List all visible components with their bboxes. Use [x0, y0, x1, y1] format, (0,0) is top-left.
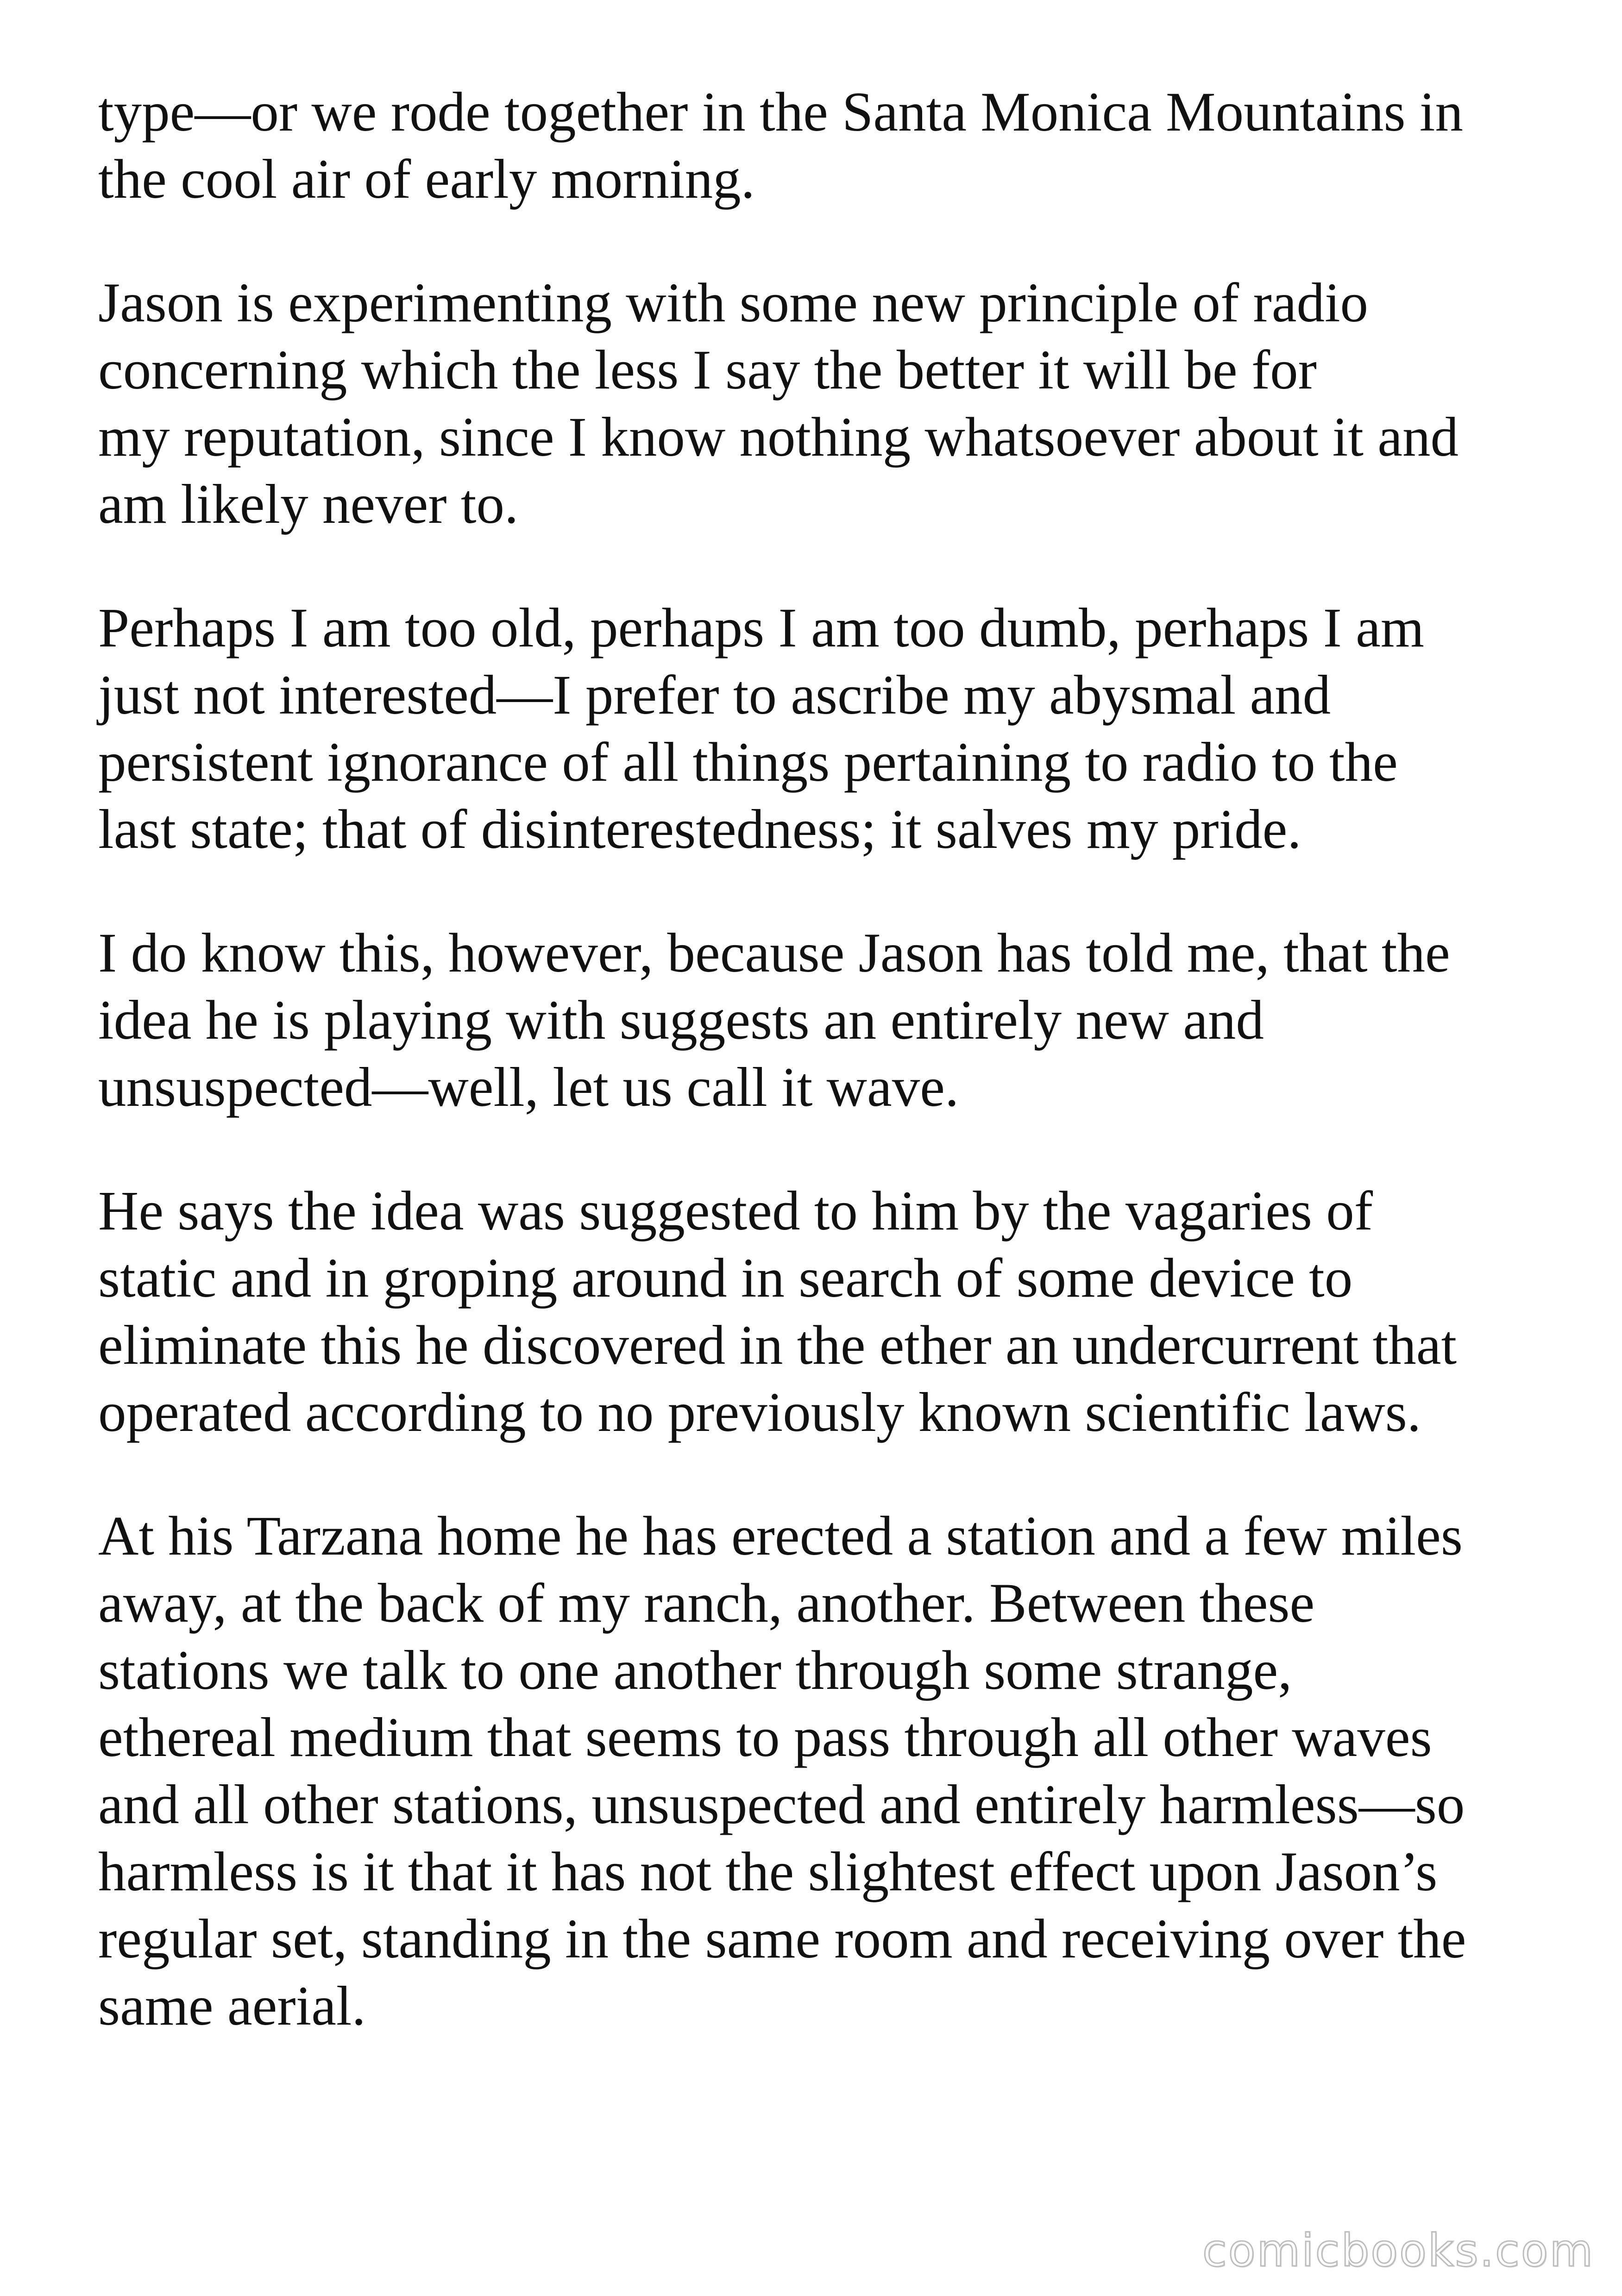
paragraph-5 — [98, 1178, 1543, 1446]
text-line: type—or we rode together in the Santa Monica Mountains in — [98, 81, 1464, 143]
text-line: concerning which the less I say the better it will be for — [98, 339, 1317, 401]
text-line: harmless is it that it has not the slightest effect upon Jason’s — [98, 1841, 1438, 1903]
text-line: unsuspected—well, let us call it wave. — [98, 1056, 959, 1118]
text-line: idea he is playing with suggests an entirely new and — [98, 989, 1264, 1051]
text-line: last state; that of disinterestedness; it salves my pride. — [98, 798, 1301, 860]
paragraph-6 — [98, 1503, 1543, 2040]
text-line: eliminate this he discovered in the ether an undercurrent that — [98, 1314, 1457, 1376]
text-line: At his Tarzana home he has erected a station and a few miles — [98, 1505, 1463, 1567]
text-line: He says the idea was suggested to him by the vagaries of — [98, 1180, 1373, 1242]
text-line: static and in groping around in search of some device to — [98, 1247, 1353, 1309]
paragraph-3 — [98, 595, 1543, 863]
paragraph-4 — [98, 920, 1543, 1121]
paragraph-2 — [98, 270, 1543, 538]
text-line: I do know this, however, because Jason has told me, that the — [98, 922, 1450, 984]
text-line: the cool air of early morning. — [98, 148, 755, 210]
text-line: stations we talk to one another through some strange, — [98, 1639, 1292, 1701]
text-line: operated according to no previously known scientific laws. — [98, 1381, 1421, 1443]
text-line: ethereal medium that seems to pass through all other waves — [98, 1706, 1432, 1769]
text-line: persistent ignorance of all things pertaining to radio to the — [98, 731, 1398, 793]
text-line: am likely never to. — [98, 473, 519, 535]
text-line: my reputation, since I know nothing whatsoever about it and — [98, 406, 1459, 468]
text-line: Perhaps I am too old, perhaps I am too dumb, perhaps I am — [98, 597, 1424, 659]
body-text — [98, 79, 1543, 2096]
text-line: same aerial. — [98, 1975, 366, 2037]
text-line: Jason is experimenting with some new principle of radio — [98, 272, 1369, 334]
text-line: and all other stations, unsuspected and entirely harmless—so — [98, 1774, 1465, 1836]
text-line: regular set, standing in the same room and receiving over the — [98, 1908, 1466, 1970]
text-line: just not interested—I prefer to ascribe my abysmal and — [98, 664, 1331, 726]
paragraph-1 — [98, 79, 1543, 213]
watermark-text: comicbooks.com — [1202, 2225, 1594, 2277]
text-line: away, at the back of my ranch, another. Between these — [98, 1572, 1315, 1634]
